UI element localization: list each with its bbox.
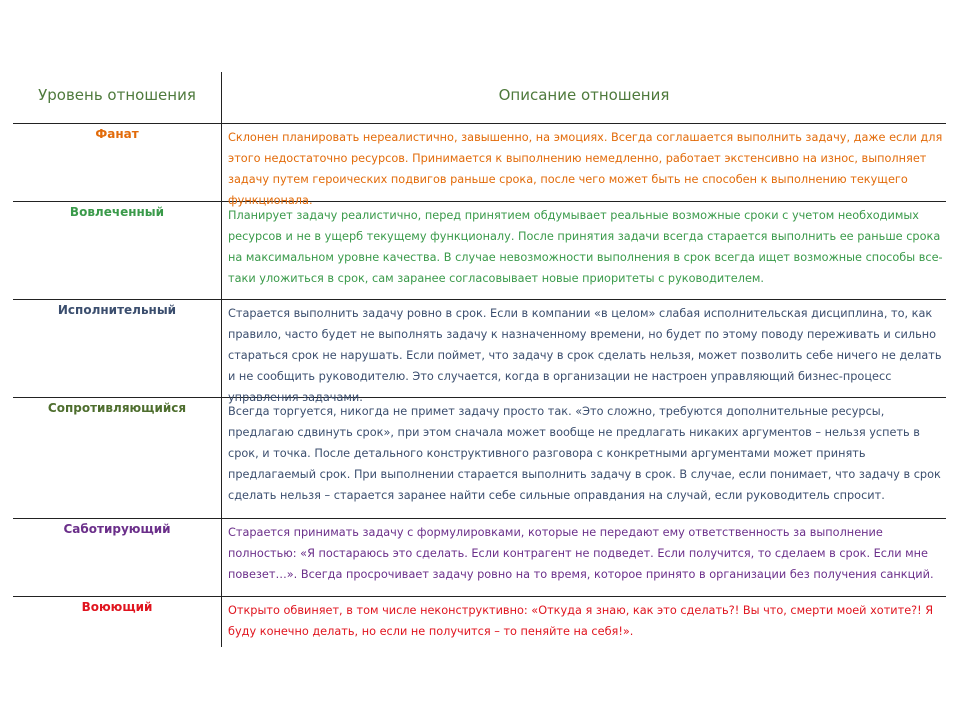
level-cell: Воюющий — [81, 600, 153, 614]
table-header — [13, 72, 946, 124]
attitude-levels-table — [13, 72, 946, 647]
description-cell: Старается принимать задачу с формулировками, которые не передают ему ответственность за выполнение полностью: «Я постараюсь это сделать. Если контрагент не подведет. Если получится, то сделаем в срок. Если мне повезет…». Всегда просрочивает задачу ровно на то время, которое принято в организации без получения санкций. — [228, 526, 934, 581]
level-cell: Саботирующий — [63, 522, 171, 536]
level-cell: Вовлеченный — [69, 205, 165, 219]
table-row-sabotaging — [13, 519, 946, 597]
description-cell: Всегда торгуется, никогда не примет задачу просто так. «Это сложно, требуются дополнительные ресурсы, предлагаю сдвинуть срок», при этом сначала может вообще не предлагать никаких аргументов – нельзя успеть в срок, и точка. После детального конструктивного разговора с конкретными аргументами может принять предлагаемый срок. При выполнении старается выполнить задачу в срок. В случае, если понимает, что задачу в срок сделать нельзя – старается заранее найти себе сильные оправдания на случай, если руководитель спросит. — [228, 405, 941, 502]
description-cell: Планирует задачу реалистично, перед принятием обдумывает реальные возможные сроки с учетом необходимых ресурсов и не в ущерб текущему функционалу. После принятия задачи всегда старается выполнить ее раньше срока на максимальном уровне качества. В случае невозможности выполнения в срок всегда ищет возможные способы все-таки уложиться в срок, сам заранее согласовывает новые приоритеты с руководителем. — [228, 209, 943, 285]
table-row-resisting — [13, 398, 946, 519]
level-cell: Фанат — [95, 127, 139, 141]
level-cell: Сопротивляющийся — [47, 401, 187, 415]
table-row-engaged — [13, 202, 946, 300]
table-row-warring — [13, 597, 946, 647]
description-cell: Открыто обвиняет, в том числе неконструктивно: «Откуда я знаю, как это сделать?! Вы что, смерти моей хотите?! Я буду конечно делать, но если не получится – то пеняйте на себя!». — [228, 604, 934, 638]
table-row-executor — [13, 300, 946, 404]
description-column-header: Описание отношения — [498, 86, 670, 104]
table-row-fan — [13, 124, 946, 207]
level-cell: Исполнительный — [57, 303, 177, 317]
level-column-header: Уровень отношения — [38, 86, 196, 104]
description-cell: Склонен планировать нереалистично, завышенно, на эмоциях. Всегда соглашается выполнить задачу, даже если для этого недостаточно ресурсов. Принимается к выполнению немедленно, работает экстенсивно на износ, выполняет задачу путем героических подвигов раньше срока, после чего может быть не способен к выполнению текущего функционала. — [228, 131, 943, 207]
description-cell: Старается выполнить задачу ровно в срок. Если в компании «в целом» слабая исполнительская дисциплина, то, как правило, часто будет не выполнять задачу к назначенному времени, но будет по этому поводу переживать и сильно стараться срок не нарушать. Если поймет, что задачу в срок сделать нельзя, может позволить себе ничего не делать и не сообщить руководителю. Это случается, когда в организации не настроен управляющий бизнес-процесс управления задачами. — [228, 307, 942, 404]
